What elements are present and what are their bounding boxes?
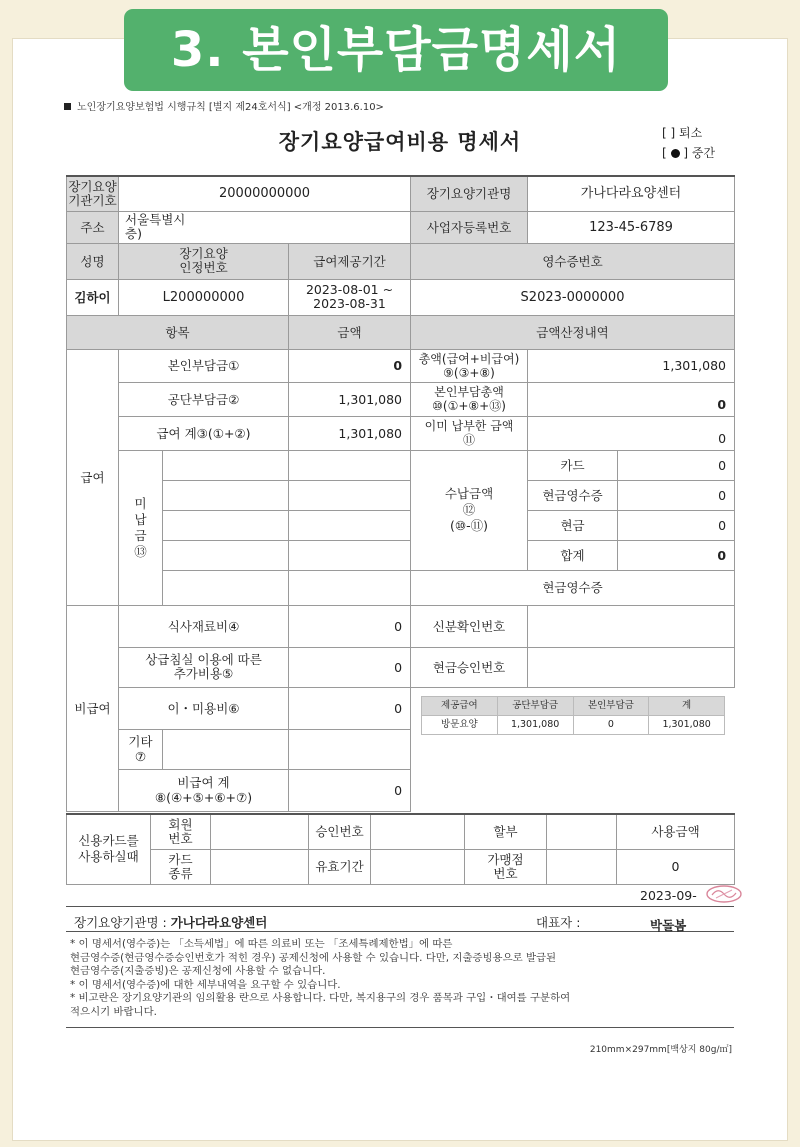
mini-header: 공단부담금	[497, 696, 573, 715]
option-discharge: [ ] 퇴소	[662, 126, 703, 140]
cash-value: 0	[618, 510, 735, 540]
room-label: 상급침실 이용에 따른 추가비용⑤	[119, 647, 289, 687]
installment	[547, 814, 617, 849]
meal-value: 0	[289, 605, 411, 647]
col-calc: 금액산정내역	[411, 315, 735, 349]
statement-table	[66, 175, 735, 812]
meal-label: 식사재료비④	[119, 605, 289, 647]
id-label: 신분확인번호	[411, 605, 528, 647]
other-cell	[163, 729, 289, 769]
noncovered-amount	[289, 480, 411, 510]
representative-name: 박돌봄	[650, 918, 687, 933]
mini-header: 제공급여	[422, 696, 498, 715]
approval-no-label: 승인번호	[309, 814, 371, 849]
note-line: * 이 명세서(영수증)에 대한 세부내역을 요구할 수 있습니다.	[70, 978, 341, 991]
self-pay-label: 본인부담금①	[119, 349, 289, 382]
approval-no	[371, 814, 465, 849]
subtotal-value: 1,301,080	[289, 416, 411, 450]
period-label: 급여제공기간	[289, 243, 411, 279]
sum-label: 합계	[528, 540, 618, 570]
receipt-no: S2023-0000000	[411, 279, 735, 315]
note-line: 적으시기 바랍니다.	[70, 1005, 157, 1018]
total-value: 1,301,080	[528, 349, 735, 382]
address-label: 주소	[67, 211, 119, 243]
institution-line	[66, 906, 734, 932]
paper-spec: 210mm×297mm[백상지 80g/㎡]	[589, 1045, 732, 1055]
sum-value: 0	[618, 540, 735, 570]
corp-pay-value: 1,301,080	[289, 382, 411, 416]
nonbenefit-total-label: 비급여 계 ⑧(④+⑤+⑥+⑦)	[119, 769, 289, 811]
noncovered-amount	[289, 450, 411, 480]
total-label: 총액(급여+비급여) ⑨(③+⑧)	[411, 349, 528, 382]
cert-label: 장기요양 인정번호	[119, 243, 289, 279]
card-label: 카드	[528, 450, 618, 480]
col-amount: 금액	[289, 315, 411, 349]
beauty-label: 이・미용비⑥	[119, 687, 289, 729]
mini-header: 계	[649, 696, 725, 715]
benefit-group: 급여	[67, 349, 119, 605]
card-value: 0	[618, 450, 735, 480]
mini-cell: 1,301,080	[649, 715, 725, 734]
service-period: 2023-08-01 ~ 2023-08-31	[289, 279, 411, 315]
law-reference: 노인장기요양보험법 시행규칙 [별지 제24호서식] <개정 2013.6.10>	[64, 98, 384, 113]
mini-cell: 방문요양	[422, 715, 498, 734]
issue-date: 2023-09-	[640, 888, 697, 903]
nonbenefit-group: 비급여	[67, 605, 119, 811]
noncovered-cell	[163, 480, 289, 510]
noncovered-amount	[289, 570, 411, 605]
cash-receipt-section: 현금영수증	[411, 570, 735, 605]
card-type	[211, 849, 309, 884]
other-label: 기타 ⑦	[119, 729, 163, 769]
mini-header: 본인부담금	[573, 696, 649, 715]
address: 서울특별시 층)	[119, 211, 411, 243]
name-label: 성명	[67, 243, 119, 279]
mini-cell: 0	[573, 715, 649, 734]
id-value	[528, 605, 735, 647]
noncovered-cell	[163, 510, 289, 540]
member-no	[211, 814, 309, 849]
inst-code-label: 장기요양 기관기호	[67, 176, 119, 211]
noncovered-cell	[163, 540, 289, 570]
approval-label: 현금승인번호	[411, 647, 528, 687]
approval-value	[528, 647, 735, 687]
note-line: 현금영수증(지출증빙)은 공제신청에 사용할 수 없습니다.	[70, 965, 326, 978]
subtotal-label: 급여 계③(①+②)	[119, 416, 289, 450]
installment-label: 할부	[465, 814, 547, 849]
biz-no: 123-45-6789	[528, 211, 735, 243]
seal-stamp-icon	[704, 883, 744, 905]
receipt-label: 영수증번호	[411, 243, 735, 279]
cash-receipt-value: 0	[618, 480, 735, 510]
credit-card-table	[66, 813, 735, 885]
amount-used-label: 사용금액	[617, 814, 735, 849]
card-type-label: 카드 종류	[151, 849, 211, 884]
notes	[70, 938, 730, 1020]
noncovered-amount	[289, 540, 411, 570]
member-no-label: 회원 번호	[151, 814, 211, 849]
card-group: 신용카드를 사용하실때	[67, 814, 151, 884]
service-summary	[411, 687, 735, 811]
inst-code: 20000000000	[119, 176, 411, 211]
cash-label: 현금	[528, 510, 618, 540]
noncovered-cell	[163, 450, 289, 480]
institution-name: 장기요양기관명 : 가나다라요양센터	[74, 915, 268, 930]
mini-cell: 1,301,080	[497, 715, 573, 734]
paid-value: 0	[528, 416, 735, 450]
note-line: * 비고란은 장기요양기관의 임의활용 란으로 사용합니다. 다만, 복지용구의 경우 품목과 구입・대여를 구분하여	[70, 992, 571, 1005]
self-total-value: 0	[528, 382, 735, 416]
merchant-label: 가맹점 번호	[465, 849, 547, 884]
cash-receipt-label: 현금영수증	[528, 480, 618, 510]
room-value: 0	[289, 647, 411, 687]
section-banner: 3. 본인부담금명세서	[124, 9, 668, 91]
received-label: 수납금액 ⑫ (⑩-⑪)	[411, 450, 528, 570]
bottom-divider	[66, 1027, 734, 1028]
expiry-label: 유효기간	[309, 849, 371, 884]
noncovered-cell	[163, 570, 289, 605]
noncovered-amount	[289, 510, 411, 540]
note-line: 현금영수증(현금영수증승인번호가 적힌 경우) 공제신청에 사용할 수 있습니다. 다만, 지출증빙용으로 발급된	[70, 951, 557, 964]
inst-name: 가나다라요양센터	[528, 176, 735, 211]
service-mini-table	[421, 696, 725, 735]
col-item: 항목	[67, 315, 289, 349]
square-bullet-icon	[64, 103, 71, 110]
biz-no-label: 사업자등록번호	[411, 211, 528, 243]
beauty-value: 0	[289, 687, 411, 729]
corp-pay-label: 공단부담금②	[119, 382, 289, 416]
expiry	[371, 849, 465, 884]
amount-used: 0	[617, 849, 735, 884]
option-interim: [ ] 중간	[662, 146, 716, 160]
self-total-label: 본인부담총액 ⑩(①+⑧+⑬)	[411, 382, 528, 416]
noncovered-label: 미 납 금 ⑬	[119, 450, 163, 605]
document-title: 장기요양급여비용 명세서	[278, 130, 522, 154]
patient-name: 김하이	[67, 279, 119, 315]
cert-no: L200000000	[119, 279, 289, 315]
inst-name-label: 장기요양기관명	[411, 176, 528, 211]
filled-dot-icon	[671, 149, 680, 158]
other-value	[289, 729, 411, 769]
self-pay-value: 0	[289, 349, 411, 382]
merchant-no	[547, 849, 617, 884]
representative-label: 대표자 :	[536, 915, 581, 930]
nonbenefit-total-value: 0	[289, 769, 411, 811]
note-line: * 이 명세서(영수증)는 「소득세법」에 따른 의료비 또는 「조세특례제한법」에 따른	[70, 938, 453, 950]
paid-label: 이미 납부한 금액 ⑪	[411, 416, 528, 450]
